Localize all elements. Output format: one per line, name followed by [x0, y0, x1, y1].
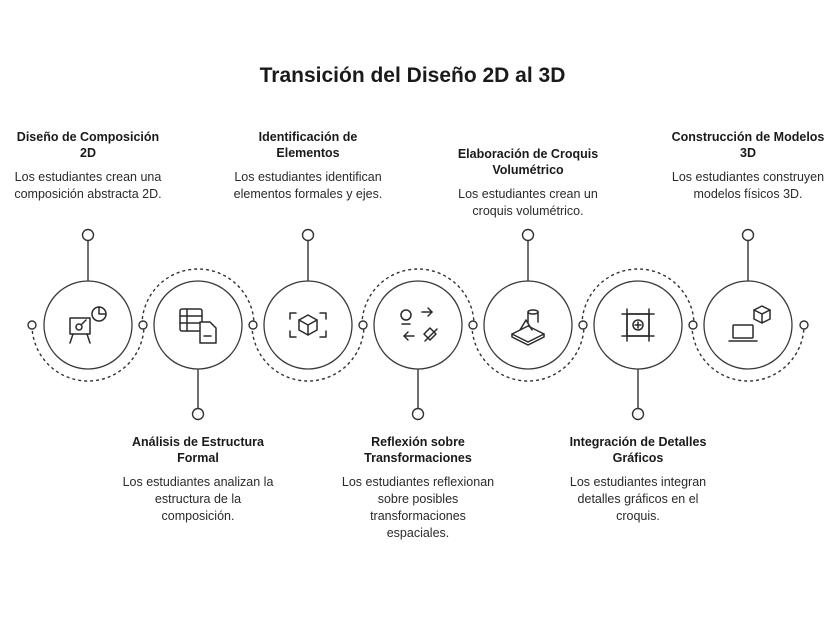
- step-4: [338, 434, 498, 542]
- step-description: Los estudiantes construyen modelos físicos 3D.: [671, 170, 825, 201]
- stem-dot-2: [193, 409, 204, 420]
- step-3: [228, 129, 388, 203]
- step-5: [448, 146, 608, 220]
- step-title: Elaboración de Croquis Volumétrico: [457, 147, 599, 177]
- stem-dot-4: [413, 409, 424, 420]
- step-1: [8, 129, 168, 203]
- arc-dot-end: [800, 321, 808, 329]
- frame-add-icon: [622, 309, 654, 341]
- stem-dot-6: [633, 409, 644, 420]
- step-title: Diseño de Composición 2D: [16, 130, 160, 160]
- step-description: Los estudiantes integran detalles gráficos en el croquis.: [569, 475, 707, 523]
- step-2: [118, 434, 278, 525]
- stem-dot-1: [83, 230, 94, 241]
- step-circle-4: [374, 281, 462, 369]
- stem-dot-3: [303, 230, 314, 241]
- step-title: Identificación de Elementos: [258, 130, 358, 160]
- step-title: Construcción de Modelos 3D: [671, 130, 825, 160]
- step-circle-5: [484, 281, 572, 369]
- step-description: Los estudiantes analizan la estructura de la composición.: [122, 475, 274, 523]
- stem-dot-5: [523, 230, 534, 241]
- step-description: Los estudiantes reflexionan sobre posibles transformaciones espaciales.: [341, 475, 495, 540]
- arc-dot-start: [28, 321, 36, 329]
- step-circle-2: [154, 281, 242, 369]
- step-title: Integración de Detalles Gráficos: [569, 435, 707, 465]
- step-circle-1: [44, 281, 132, 369]
- step-6: [558, 434, 718, 525]
- step-title: Reflexión sobre Transformaciones: [364, 435, 472, 465]
- step-7: [668, 129, 825, 203]
- diagram-title: Transición del Diseño 2D al 3D: [259, 64, 566, 87]
- stem-dot-7: [743, 230, 754, 241]
- step-description: Los estudiantes identifican elementos formales y ejes.: [233, 170, 383, 201]
- step-description: Los estudiantes crean un croquis volumétrico.: [458, 187, 598, 218]
- step-description: Los estudiantes crean una composición abstracta 2D.: [14, 170, 162, 201]
- step-title: Análisis de Estructura Formal: [132, 435, 264, 465]
